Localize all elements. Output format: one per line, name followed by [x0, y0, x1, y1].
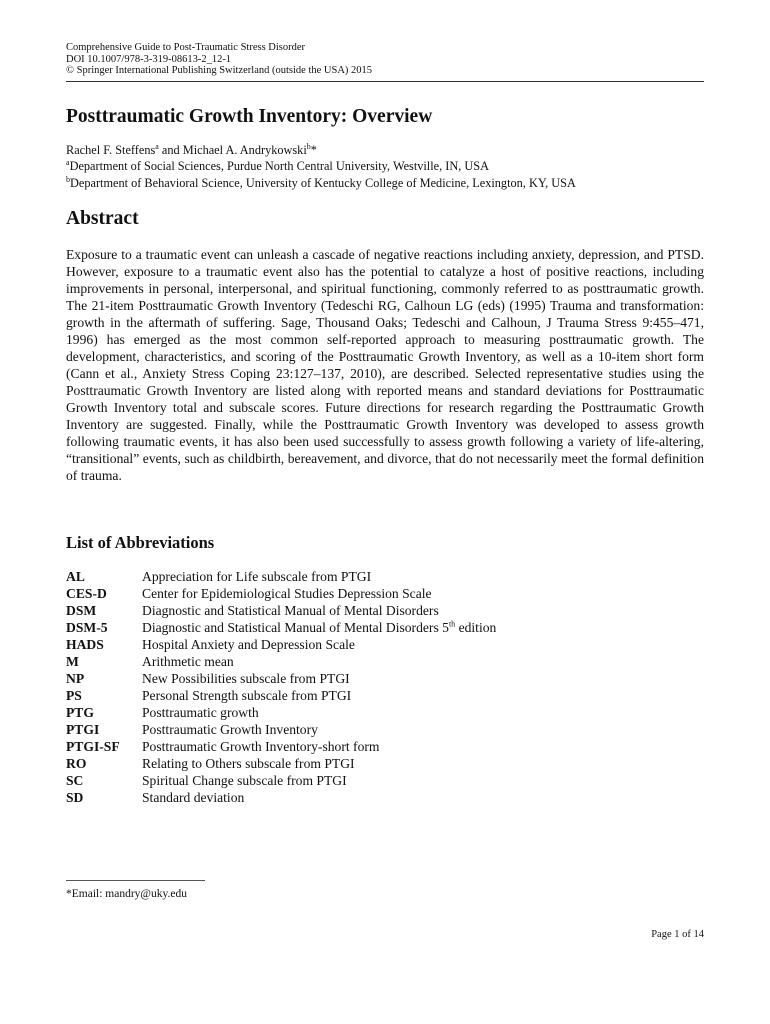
affiliation-a — [66, 159, 489, 174]
abbreviation-term: PS — [66, 688, 82, 703]
abbreviation-row — [66, 755, 704, 772]
abbreviation-definition: Appreciation for Life subscale from PTGI — [142, 569, 372, 584]
abbreviation-term: DSM — [66, 603, 97, 618]
ordinal-suffix: th — [448, 619, 456, 629]
abbreviation-term: NP — [66, 671, 85, 686]
header-divider — [66, 81, 704, 82]
abbreviation-definition: Posttraumatic growth — [142, 705, 259, 720]
abbreviation-definition: Relating to Others subscale from PTGI — [142, 756, 355, 771]
abstract-heading: Abstract — [66, 208, 139, 229]
affiliation-text: Department of Behavioral Science, University of Kentucky College of Medicine, Lexington, KY, USA — [70, 176, 576, 190]
abbreviation-term: PTGI — [66, 722, 100, 737]
author-conjunction: and — [158, 143, 183, 157]
author-2: Michael A. Andrykowski — [182, 143, 307, 157]
abbreviation-row — [66, 704, 704, 721]
author-1: Rachel F. Steffens — [66, 143, 156, 157]
paper-title: Posttraumatic Growth Inventory: Overview — [66, 106, 433, 127]
abbreviation-row — [66, 568, 704, 585]
abbreviation-row — [66, 670, 704, 687]
abbreviation-term: CES-D — [66, 586, 107, 601]
paper-page — [66, 0, 704, 1024]
affiliation-b — [66, 176, 576, 191]
abbreviation-definition: Center for Epidemiological Studies Depression Scale — [142, 586, 432, 601]
abbreviation-term: SD — [66, 790, 84, 805]
affiliation-text: Department of Social Sciences, Purdue North Central University, Westville, IN, USA — [69, 159, 489, 173]
corresponding-author-mark: * — [310, 143, 317, 157]
author-line — [66, 143, 317, 158]
abbreviation-definition: Spiritual Change subscale from PTGI — [142, 773, 347, 788]
author-1-affil-mark: a — [155, 141, 159, 151]
abbreviations-heading: List of Abbreviations — [66, 533, 215, 552]
abbreviation-definition: New Possibilities subscale from PTGI — [142, 671, 350, 686]
abbreviation-row — [66, 738, 704, 755]
affiliation-mark: b — [66, 174, 70, 184]
abbreviation-row — [66, 602, 704, 619]
abbreviation-term: M — [66, 654, 79, 669]
abbreviation-term: PTG — [66, 705, 94, 720]
abbreviation-row — [66, 653, 704, 670]
abbreviation-definition — [142, 619, 704, 636]
abbreviation-term: AL — [66, 569, 85, 584]
author-2-affil-mark: b — [306, 141, 311, 151]
page-number: Page 1 of 14 — [651, 929, 704, 940]
publication-header — [66, 42, 704, 77]
abbreviation-row — [66, 687, 704, 704]
abbreviation-definition: Posttraumatic Growth Inventory — [142, 722, 318, 737]
abbreviation-definition: Posttraumatic Growth Inventory-short form — [142, 739, 380, 754]
definition-main: Diagnostic and Statistical Manual of Mental Disorders 5 — [142, 620, 449, 635]
abbreviation-definition: Hospital Anxiety and Depression Scale — [142, 637, 355, 652]
abbreviation-definition: Diagnostic and Statistical Manual of Mental Disorders — [142, 603, 439, 618]
copyright: © Springer International Publishing Switzerland (outside the USA) 2015 — [66, 65, 373, 76]
abbreviation-term: RO — [66, 756, 87, 771]
abbreviation-row — [66, 585, 704, 602]
definition-tail: edition — [455, 620, 497, 635]
footnote-divider — [66, 880, 205, 881]
abbreviation-definition: Personal Strength subscale from PTGI — [142, 688, 352, 703]
abstract-body: Exposure to a traumatic event can unleash a cascade of negative reactions including anxiety, depression, and PTSD. However, exposure to a traumatic event also has the potential to catalyze a host of positive reactions, including improvements in personal, interpersonal, and spiritual functioning, commonly referred to as posttraumatic growth. The 21-item Posttraumatic Growth Inventory (Tedeschi RG, Calhoun LG (eds) (1995) Trauma and transformation: growth in the aftermath of suffering. Sage, Thousand Oaks; Tedeschi and Calhoun, J Trauma Stress 9:455–471, 1996) has emerged as the most common self-reported approach to measuring posttraumatic growth. The development, characteristics, and scoring of the Posttraumatic Growth Inventory, as well as a 10-item short form (Cann et al., Anxiety Stress Coping 23:127–137, 2010), are described. Selected representative studies using the Posttraumatic Growth Inventory are listed along with reported means and standard deviations for Posttraumatic Growth Inventory total and subscale scores. Future directions for research regarding the Posttraumatic Growth Inventory are suggested. Finally, while the Posttraumatic Growth Inventory was developed to assess growth following traumatic events, it has also been used successfully to assess growth following a variety of life-altering, “transitional” events, such as childbirth, bereavement, and divorce, that do not necessarily meet the formal definition of trauma. — [66, 247, 704, 483]
abbreviation-row — [66, 636, 704, 653]
abbreviation-row — [66, 789, 704, 806]
abbreviation-row — [66, 772, 704, 789]
corresponding-email-footnote: *Email: mandry@uky.edu — [66, 888, 187, 900]
abbreviation-term: PTGI-SF — [66, 739, 120, 754]
doi: DOI 10.1007/978-3-319-08613-2_12-1 — [66, 53, 232, 65]
abbreviation-definition: Standard deviation — [142, 790, 245, 805]
abbreviation-term: SC — [66, 773, 84, 788]
abbreviations-list — [66, 568, 704, 806]
abbreviation-row — [66, 619, 704, 636]
book-title: Comprehensive Guide to Post-Traumatic Stress Disorder — [66, 42, 306, 53]
abbreviation-term: HADS — [66, 637, 104, 652]
abbreviation-row — [66, 721, 704, 738]
abbreviation-definition: Arithmetic mean — [142, 654, 234, 669]
abbreviation-term: DSM-5 — [66, 620, 108, 635]
affiliation-mark: a — [66, 157, 70, 167]
